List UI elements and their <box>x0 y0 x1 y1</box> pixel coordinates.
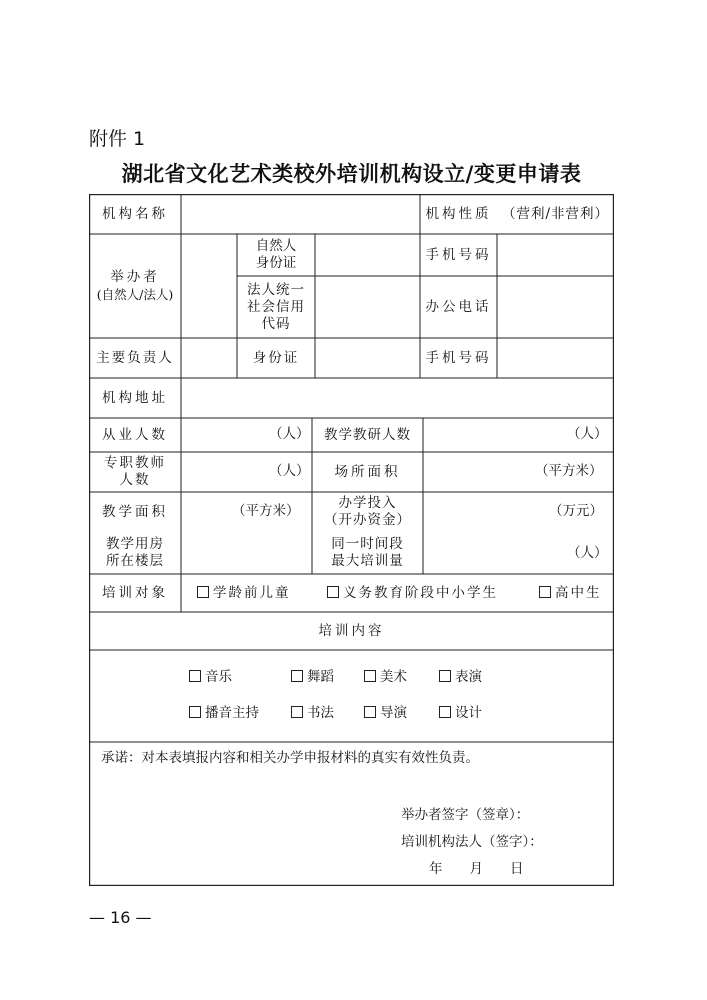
staff-unit: （人） <box>269 426 310 442</box>
checkbox-icon <box>364 706 376 718</box>
legal-rep-sign-label: 培训机构法人（签字）： <box>401 834 543 850</box>
research-staff-label: 教学教研人数 <box>324 426 411 443</box>
content-option-art[interactable]: 美术 <box>364 669 407 686</box>
natural-id-label: 自然人 身份证 <box>255 238 297 271</box>
staff-label: 从业人数 <box>102 426 168 443</box>
checkbox-icon <box>439 670 451 682</box>
org-name-input[interactable] <box>183 198 418 230</box>
fulltime-teacher-label: 专职教师 人数 <box>104 455 166 488</box>
principal-label: 主要负责人 <box>96 349 174 366</box>
sponsor-sublabel: (自然人/法人) <box>96 287 174 302</box>
checkbox-icon <box>291 670 303 682</box>
investment-unit: （万元） <box>549 503 603 519</box>
pledge-text: 承诺：对本表填报内容和相关办学申报材料的真实有效性负责。 <box>101 750 479 766</box>
attachment-label: 附件 1 <box>89 128 146 150</box>
application-form <box>89 194 614 886</box>
content-option-dance[interactable]: 舞蹈 <box>291 669 334 686</box>
max-trainees-label: 同一时间段 最大培训量 <box>331 536 404 569</box>
date-line: 年 月 日 <box>429 861 524 877</box>
sponsor-sign-label: 举办者签字（签章）： <box>401 807 530 823</box>
id-card-label: 身份证 <box>252 349 300 366</box>
checkbox-icon <box>197 586 209 598</box>
sponsor-label-cell <box>89 234 181 338</box>
checkbox-icon <box>189 706 201 718</box>
site-area-unit: （平方米） <box>535 463 603 479</box>
address-label: 机构地址 <box>102 389 168 406</box>
mobile-label: 手机号码 <box>425 246 492 263</box>
content-option-broadcasting[interactable]: 播音主持 <box>189 705 259 722</box>
target-option-compulsory[interactable]: 义务教育阶段中小学生 <box>327 585 498 602</box>
content-option-music[interactable]: 音乐 <box>189 669 232 686</box>
content-option-performance[interactable]: 表演 <box>439 669 482 686</box>
floor-label: 教学用房 所在楼层 <box>106 536 164 569</box>
target-option-preschool[interactable]: 学龄前儿童 <box>197 585 291 602</box>
content-option-design[interactable]: 设计 <box>439 705 482 722</box>
checkbox-icon <box>189 670 201 682</box>
target-option-highschool[interactable]: 高中生 <box>539 585 602 602</box>
max-trainees-unit: （人） <box>567 545 608 561</box>
content-option-calligraphy[interactable]: 书法 <box>291 705 334 722</box>
target-label: 培训对象 <box>102 584 168 601</box>
org-nature-value[interactable]: （营利/非营利） <box>501 205 610 222</box>
org-nature-label: 机构性质 <box>425 205 492 222</box>
fulltime-teacher-unit: （人） <box>269 463 310 479</box>
checkbox-icon <box>327 586 339 598</box>
content-option-directing[interactable]: 导演 <box>364 705 407 722</box>
org-name-label: 机构名称 <box>102 205 168 222</box>
sponsor-label: 举办者 <box>110 269 160 285</box>
page-number: — 16 — <box>89 908 152 927</box>
checkbox-icon <box>364 670 376 682</box>
legal-credit-label: 法人统一 社会信用 代码 <box>247 281 305 332</box>
content-label: 培训内容 <box>318 622 385 639</box>
form-title: 湖北省文化艺术类校外培训机构设立/变更申请表 <box>121 161 582 186</box>
research-staff-unit: （人） <box>567 426 608 442</box>
investment-label: 办学投入 （开办资金） <box>324 495 411 528</box>
checkbox-icon <box>439 706 451 718</box>
site-area-label: 场所面积 <box>334 463 401 480</box>
mobile-label-2: 手机号码 <box>425 349 492 366</box>
checkbox-icon <box>539 586 551 598</box>
checkbox-icon <box>291 706 303 718</box>
teaching-area-label: 教学面积 <box>102 503 168 520</box>
teaching-area-unit: （平方米） <box>232 503 300 519</box>
office-phone-label: 办公电话 <box>425 298 492 315</box>
